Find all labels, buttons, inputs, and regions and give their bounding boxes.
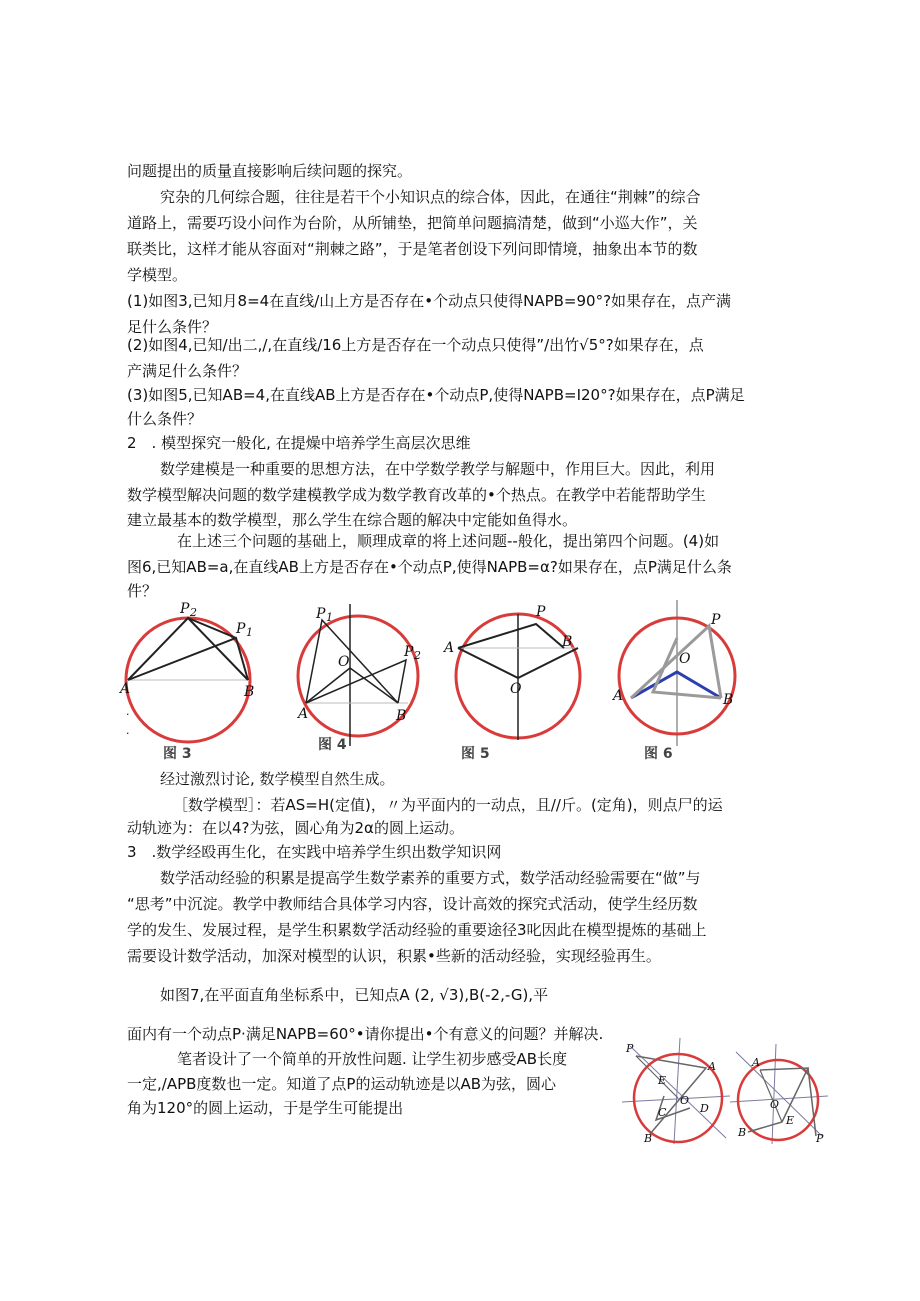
text-line: 数学模型解决问题的数学建模教学成为数学教育改革的•个热点。在教学中若能帮助学生 bbox=[127, 486, 706, 504]
text-line: 建立最基本的数学模型，那么学生在综合题的解决中定能如鱼得水。 bbox=[127, 511, 578, 529]
label-o: O bbox=[679, 651, 691, 667]
label-b: B bbox=[562, 634, 573, 650]
triangle-apb bbox=[458, 624, 564, 648]
text-line: “思考”中沉淀。教学中教师结合具体学习内容，设计高效的探究式活动，使学生经历数 bbox=[127, 895, 698, 913]
text-line: 数学活动经验的积累是提高学生数学素养的重要方式，数学活动经验需要在“做”与 bbox=[160, 869, 701, 887]
section-heading-3: 3 .数学经殴再生化，在实践中培养学生织出数学知识网 bbox=[127, 843, 502, 861]
dot-mark: · bbox=[126, 708, 130, 721]
triangle-ap2b bbox=[128, 618, 248, 680]
question-3: (3)如图5,已知AB=4,在直线AB上方是否存在•个动点P,使得NAPB=I20°?如果存在，点P满足 bbox=[127, 386, 745, 404]
triangle-ap2b bbox=[306, 660, 406, 703]
label-e: E bbox=[658, 1074, 667, 1087]
text-line: 问题提出的质量直接影响后续问题的探究。 bbox=[127, 162, 413, 180]
dot-mark: · bbox=[126, 727, 130, 740]
label-p1-sub: 1 bbox=[246, 626, 253, 639]
label-c: C bbox=[658, 1106, 667, 1119]
label-d: D bbox=[700, 1102, 709, 1115]
label-b: B bbox=[244, 684, 255, 700]
label-p1: P bbox=[316, 606, 326, 622]
triangle-ap1b bbox=[128, 638, 248, 680]
question-2: (2)如图4,已知/出二,/,在直线/16上方是否存在一个动点只使得”/出竹√5°?如果存在，点 bbox=[127, 336, 704, 354]
label-p2: P bbox=[404, 644, 414, 660]
label-a: A bbox=[708, 1060, 716, 1073]
text-line: 动轨迹为：在以4?为弦，圆心角为2α的圆上运动。 bbox=[127, 819, 464, 837]
text-line: 数学建模是一种重要的思想方法，在中学数学教学与解题中，作用巨大。因此，利用 bbox=[160, 460, 716, 478]
label-b: B bbox=[644, 1132, 653, 1144]
figure-3-caption: 图 3 bbox=[163, 746, 192, 762]
text-line: 足什么条件？ bbox=[127, 318, 218, 336]
text-line: 学模型。 bbox=[127, 266, 188, 284]
text-line: 究杂的几何综合题，往往是若干个小知识点的综合体，因此，在通往“荆棘”的综合 bbox=[160, 188, 701, 206]
question-1: (1)如图3,已知月8=4在直线/山上方是否存在•个动点只使得NAPB=90°?如果存在，点产满 bbox=[127, 292, 732, 310]
figure-7-left bbox=[622, 1038, 730, 1144]
triangle-apb bbox=[631, 626, 721, 698]
figure-4-caption: 图 4 bbox=[318, 737, 347, 753]
text-line: 件？ bbox=[127, 582, 158, 600]
label-o: O bbox=[510, 681, 522, 697]
label-p2-sub: 2 bbox=[190, 606, 197, 619]
label-o: O bbox=[770, 1098, 780, 1111]
label-o: O bbox=[680, 1094, 690, 1107]
figure-6 bbox=[605, 600, 755, 750]
label-a: A bbox=[120, 681, 131, 697]
text-line: 角为120°的圆上运动，于是学生可能提出 bbox=[127, 1099, 404, 1117]
label-b: B bbox=[738, 1126, 747, 1139]
text-line: 学的发生、发展过程，是学生积累数学活动经验的重要途径3叱因此在模型提炼的基础上 bbox=[127, 921, 707, 939]
text-line: 一定,/APB度数也一定。知道了点P的运动轨迹是以AB为弦，圆心 bbox=[127, 1075, 557, 1093]
label-a: A bbox=[444, 640, 455, 656]
text-line: 如图7,在平面直角坐标系中，已知点A (2, √3),B(-2,-G),平 bbox=[160, 986, 549, 1004]
segment-p2p1 bbox=[188, 618, 236, 638]
model-statement: ［数学模型］：若AS=H(定值)，〃为平面内的一动点，且//斤。(定角)，则点尸的运 bbox=[173, 796, 723, 814]
text-line: 经过激烈讨论, 数学模型自然生成。 bbox=[160, 770, 395, 788]
figure-5-caption: 图 5 bbox=[461, 746, 490, 762]
figure-3 bbox=[118, 600, 268, 760]
label-b: B bbox=[396, 708, 407, 724]
label-b: B bbox=[723, 692, 734, 708]
text-line: 笔者设计了一个简单的开放性问题. 让学生初步感受AB长度 bbox=[177, 1050, 568, 1068]
section-heading-2: 2 . 模型探究一般化, 在提燥中培养学生高层次思维 bbox=[127, 434, 471, 452]
text-line: 道路上，需要巧设小问作为台阶，从所铺垫，把简单问题搞清楚，做到“小巡大作”，关 bbox=[127, 214, 698, 232]
label-p1-sub: 1 bbox=[326, 611, 333, 624]
text-line: 需要设计数学活动，加深对模型的认识，积累•些新的活动经验，实现经验再生。 bbox=[127, 947, 661, 965]
label-p1: P bbox=[236, 621, 246, 637]
label-p2-sub: 2 bbox=[414, 649, 421, 662]
text-line: 图6,已知AB=a,在直线AB上方是否存在•个动点P,使得NAPB=α?如果存在，点P满足什么条 bbox=[127, 558, 732, 576]
chord bbox=[760, 1070, 782, 1122]
text-line: 产满足什么条件？ bbox=[127, 362, 248, 380]
label-a: A bbox=[298, 706, 309, 722]
label-p2: P bbox=[180, 601, 190, 617]
text-line: 什么条件？ bbox=[127, 410, 203, 428]
triangle-ap1b bbox=[306, 620, 398, 703]
figure-7-right bbox=[730, 1044, 828, 1144]
text-line: 在上述三个问题的基础上，顺理成章的将上述问题--般化，提出第四个问题。(4)如 bbox=[177, 532, 720, 550]
label-a: A bbox=[613, 688, 624, 704]
label-a: A bbox=[752, 1056, 760, 1069]
text-line: 联类比，这样才能从容面对“荆棘之路”，于是笔者创设下列问即情境，抽象出本节的数 bbox=[127, 240, 698, 258]
label-p: P bbox=[626, 1042, 634, 1055]
figure-4 bbox=[292, 598, 426, 750]
text-line: 面内有一个动点P·满足NAPB=60°•请你提出•个有意义的问题？并解决. bbox=[127, 1025, 604, 1043]
label-p: P bbox=[816, 1132, 824, 1144]
label-e: E bbox=[786, 1114, 795, 1127]
figure-6-caption: 图 6 bbox=[644, 746, 673, 762]
label-o: O bbox=[338, 654, 350, 670]
label-p: P bbox=[711, 612, 721, 628]
label-p: P bbox=[536, 604, 546, 620]
figure-5 bbox=[440, 600, 590, 750]
